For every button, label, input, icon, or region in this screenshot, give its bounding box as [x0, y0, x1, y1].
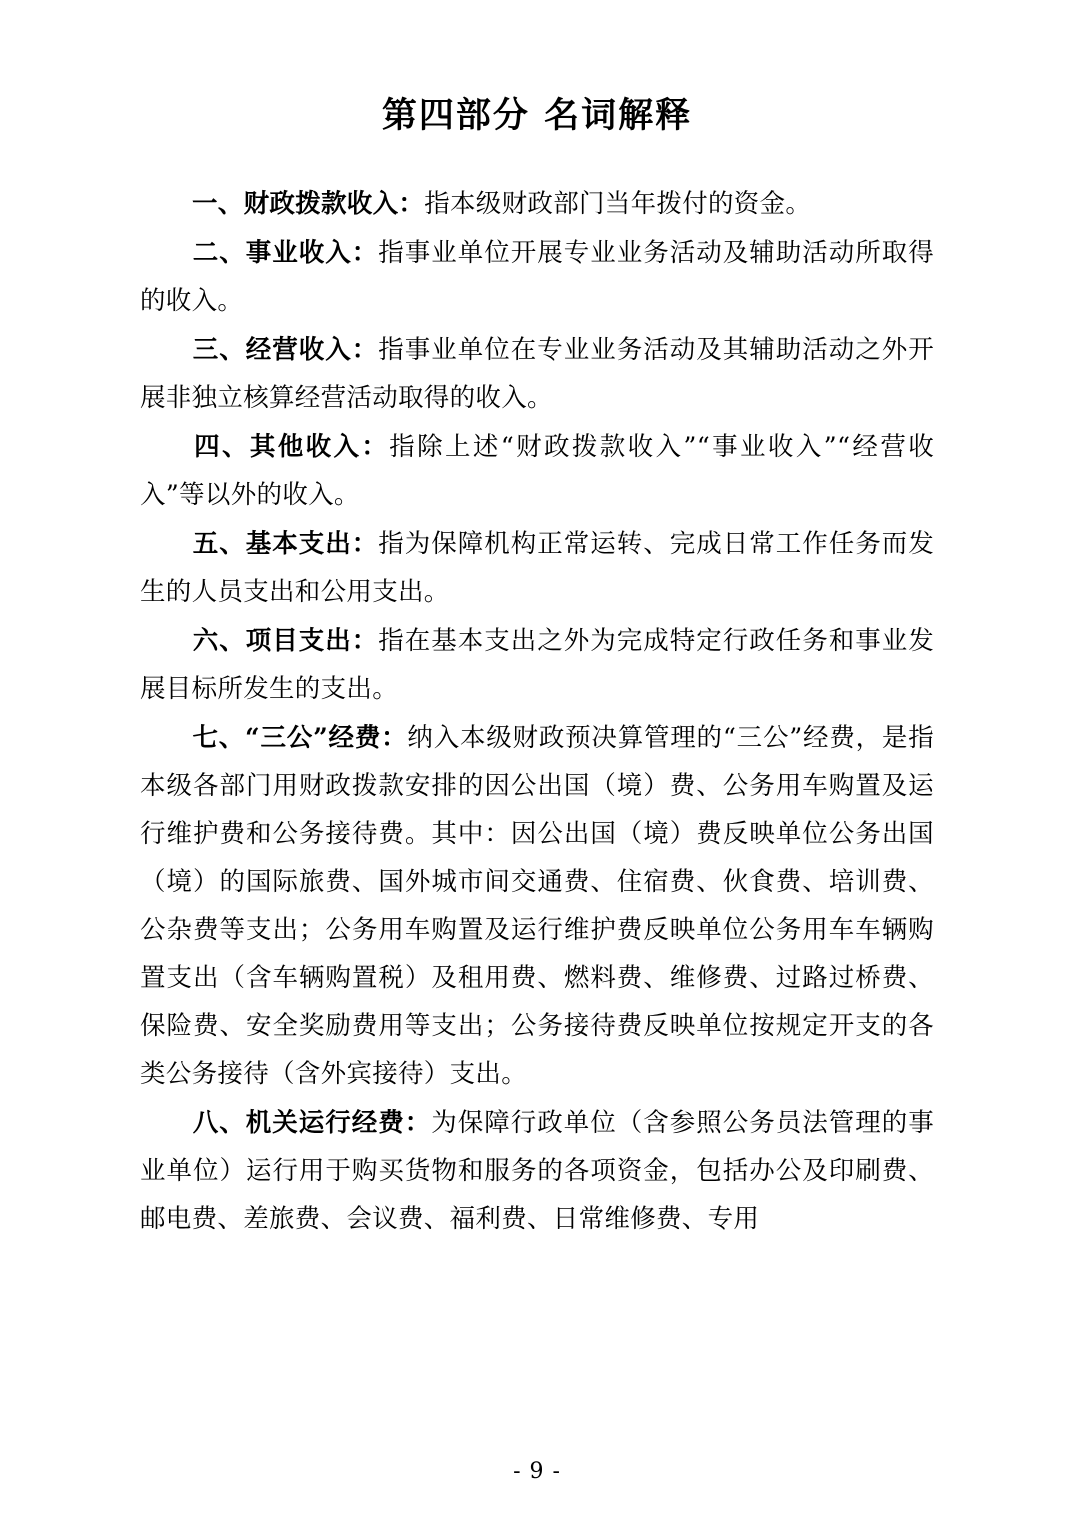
- page-number: - 9 -: [513, 1459, 561, 1484]
- definition-body: 指事业单位开展专业业务活动及辅助活动所取得的收入。: [140, 238, 934, 316]
- definition-paragraph-2: [140, 229, 934, 325]
- page-title: 第四部分 名词解释: [381, 95, 693, 136]
- definition-paragraph-5: [140, 520, 934, 616]
- definition-body: 纳入本级财政预决算管理的“三公”经费，是指本级各部门用财政拨款安排的因公出国（境）费、公务用车购置及运行维护费和公务接待费。其中：因公出国（境）费反映单位公务出国（境）的国际旅费、国外城市间交通费、住宿费、伙食费、培训费、公杂费等支出；公务用车购置及运行维护费反映单位公务用车车辆购置支出（含车辆购置税）及租用费、燃料费、维修费、过路过桥费、保险费、安全奖励费用等支出；公务接待费反映单位按规定开支的各类公务接待（含外宾接待）支出。: [140, 723, 934, 1089]
- definition-term: 四、其他收入：: [192, 432, 390, 462]
- definition-term: 三、经营收入：: [192, 335, 379, 365]
- definition-term: 五、基本支出：: [192, 529, 379, 559]
- definition-paragraph-8: [140, 1099, 934, 1243]
- definition-body: 为保障行政单位（含参照公务员法管理的事业单位）运行用于购买货物和服务的各项资金，包括办公及印刷费、邮电费、差旅费、会议费、福利费、日常维修费、专用: [140, 1108, 935, 1234]
- definition-body: 指除上述“财政拨款收入”“事业收入”“经营收入”等以外的收入。: [140, 432, 934, 510]
- definition-body: 指事业单位在专业业务活动及其辅助活动之外开展非独立核算经营活动取得的收入。: [140, 335, 934, 413]
- definition-paragraph-3: [140, 326, 934, 422]
- definition-paragraph-6: [140, 617, 934, 713]
- definition-body: 指在基本支出之外为完成特定行政任务和事业发展目标所发生的支出。: [140, 626, 934, 704]
- definition-term: 一、财政拨款收入：: [192, 189, 425, 219]
- definition-paragraph-7: [140, 714, 934, 1098]
- definition-body: 指本级财政部门当年拨付的资金。: [424, 189, 812, 219]
- definition-term: 八、机关运行经费：: [192, 1108, 432, 1138]
- definition-paragraph-4: [140, 423, 934, 519]
- definition-term: 六、项目支出：: [192, 626, 379, 656]
- definition-term: 七、“三公”经费：: [192, 723, 408, 753]
- definition-paragraph-1: [140, 180, 934, 228]
- definition-term: 二、事业收入：: [192, 238, 379, 268]
- definition-body: 指为保障机构正常运转、完成日常工作任务而发生的人员支出和公用支出。: [140, 529, 934, 607]
